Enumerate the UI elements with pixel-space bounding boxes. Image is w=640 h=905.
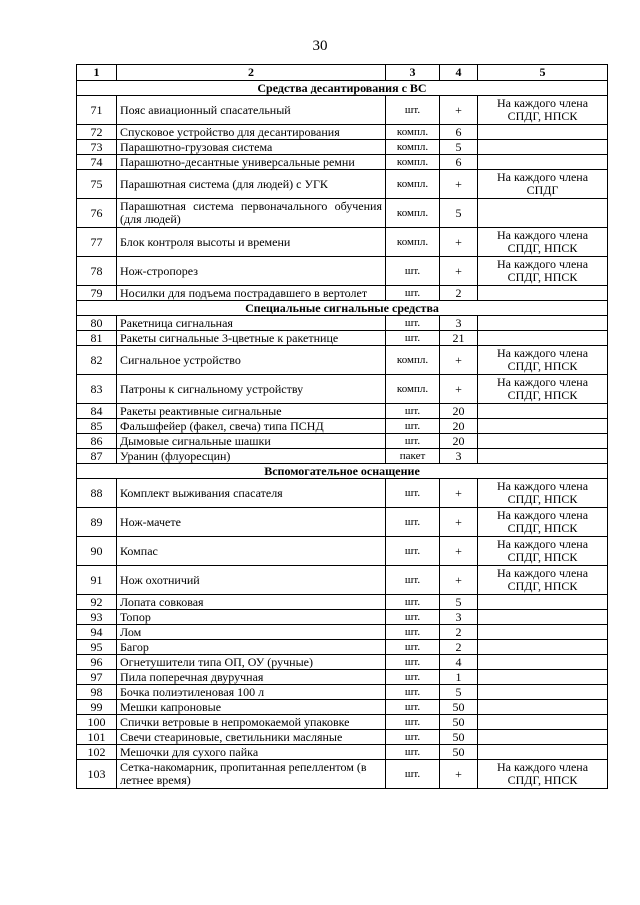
row-number: 98 (77, 685, 117, 700)
note (478, 419, 608, 434)
unit: шт. (386, 404, 440, 419)
table-row (77, 685, 608, 700)
item-name: Носилки для подъема пострадавшего в вертолет (117, 286, 386, 301)
note (478, 670, 608, 685)
note (478, 685, 608, 700)
table-row (77, 199, 608, 228)
row-number: 86 (77, 434, 117, 449)
item-name: Блок контроля высоты и времени (117, 228, 386, 257)
note (478, 155, 608, 170)
item-name: Парашютно-десантные универсальные ремни (117, 155, 386, 170)
section-title: Вспомогательное оснащение (77, 464, 608, 479)
row-number: 99 (77, 700, 117, 715)
row-number: 84 (77, 404, 117, 419)
row-number: 89 (77, 508, 117, 537)
note (478, 640, 608, 655)
item-name: Сигнальное устройство (117, 346, 386, 375)
unit: шт. (386, 730, 440, 745)
table-row (77, 434, 608, 449)
table-row (77, 625, 608, 640)
table-row (77, 404, 608, 419)
item-name: Дымовые сигнальные шашки (117, 434, 386, 449)
header-cell-4: 4 (440, 65, 478, 81)
quantity: + (440, 228, 478, 257)
unit: шт. (386, 610, 440, 625)
row-number: 103 (77, 760, 117, 789)
quantity: + (440, 508, 478, 537)
quantity: 1 (440, 670, 478, 685)
quantity: 50 (440, 715, 478, 730)
section-header-row (77, 81, 608, 96)
table-row (77, 331, 608, 346)
quantity: 2 (440, 640, 478, 655)
unit: шт. (386, 434, 440, 449)
note: На каждого члена СПДГ, НПСК (478, 537, 608, 566)
quantity: 50 (440, 700, 478, 715)
table-row (77, 537, 608, 566)
row-number: 83 (77, 375, 117, 404)
row-number: 77 (77, 228, 117, 257)
table-row (77, 419, 608, 434)
note (478, 331, 608, 346)
unit: шт. (386, 96, 440, 125)
item-name: Лопата совковая (117, 595, 386, 610)
table-row (77, 449, 608, 464)
item-name: Топор (117, 610, 386, 625)
quantity: 5 (440, 199, 478, 228)
unit: компл. (386, 346, 440, 375)
note: На каждого члена СПДГ, НПСК (478, 346, 608, 375)
item-name: Лом (117, 625, 386, 640)
unit: пакет (386, 449, 440, 464)
row-number: 74 (77, 155, 117, 170)
row-number: 75 (77, 170, 117, 199)
table-body (77, 65, 608, 789)
item-name: Комплект выживания спасателя (117, 479, 386, 508)
note (478, 595, 608, 610)
item-name: Сетка-накомарник, пропитанная репеллентом (в летнее время) (117, 760, 386, 789)
table-row (77, 508, 608, 537)
unit: шт. (386, 419, 440, 434)
quantity: + (440, 375, 478, 404)
item-name: Багор (117, 640, 386, 655)
item-name: Пила поперечная двуручная (117, 670, 386, 685)
quantity: + (440, 257, 478, 286)
item-name: Ракеты сигнальные 3-цветные к ракетнице (117, 331, 386, 346)
item-name: Компас (117, 537, 386, 566)
row-number: 87 (77, 449, 117, 464)
quantity: 3 (440, 610, 478, 625)
note: На каждого члена СПДГ, НПСК (478, 479, 608, 508)
unit: шт. (386, 316, 440, 331)
row-number: 102 (77, 745, 117, 760)
note: На каждого члена СПДГ, НПСК (478, 96, 608, 125)
unit: компл. (386, 170, 440, 199)
row-number: 73 (77, 140, 117, 155)
unit: компл. (386, 155, 440, 170)
unit: шт. (386, 685, 440, 700)
table-row (77, 700, 608, 715)
row-number: 85 (77, 419, 117, 434)
unit: шт. (386, 331, 440, 346)
table-row (77, 286, 608, 301)
row-number: 91 (77, 566, 117, 595)
quantity: 5 (440, 140, 478, 155)
row-number: 92 (77, 595, 117, 610)
quantity: 3 (440, 449, 478, 464)
item-name: Нож охотничий (117, 566, 386, 595)
quantity: 6 (440, 125, 478, 140)
quantity: + (440, 346, 478, 375)
unit: шт. (386, 745, 440, 760)
note: На каждого члена СПДГ, НПСК (478, 760, 608, 789)
item-name: Нож-стропорез (117, 257, 386, 286)
unit: шт. (386, 760, 440, 789)
note: На каждого члена СПДГ, НПСК (478, 257, 608, 286)
quantity: 3 (440, 316, 478, 331)
unit: шт. (386, 595, 440, 610)
row-number: 78 (77, 257, 117, 286)
note (478, 610, 608, 625)
note (478, 125, 608, 140)
equipment-table (76, 64, 608, 789)
item-name: Мешочки для сухого пайка (117, 745, 386, 760)
unit: шт. (386, 286, 440, 301)
quantity: + (440, 760, 478, 789)
unit: шт. (386, 566, 440, 595)
table-row (77, 140, 608, 155)
quantity: 2 (440, 286, 478, 301)
row-number: 80 (77, 316, 117, 331)
table-row (77, 479, 608, 508)
table-row (77, 655, 608, 670)
item-name: Свечи стеариновые, светильники масляные (117, 730, 386, 745)
unit: шт. (386, 625, 440, 640)
unit: компл. (386, 199, 440, 228)
note (478, 449, 608, 464)
unit: шт. (386, 715, 440, 730)
note: На каждого члена СПДГ, НПСК (478, 228, 608, 257)
section-header-row (77, 301, 608, 316)
quantity: 50 (440, 745, 478, 760)
table-header-row (77, 65, 608, 81)
row-number: 94 (77, 625, 117, 640)
note (478, 316, 608, 331)
quantity: 4 (440, 655, 478, 670)
table-row (77, 316, 608, 331)
note (478, 434, 608, 449)
note (478, 286, 608, 301)
row-number: 100 (77, 715, 117, 730)
quantity: 50 (440, 730, 478, 745)
item-name: Фальшфейер (факел, свеча) типа ПСНД (117, 419, 386, 434)
quantity: 20 (440, 434, 478, 449)
quantity: 21 (440, 331, 478, 346)
row-number: 76 (77, 199, 117, 228)
note (478, 700, 608, 715)
table-row (77, 745, 608, 760)
table-row (77, 670, 608, 685)
row-number: 82 (77, 346, 117, 375)
table-row (77, 595, 608, 610)
row-number: 96 (77, 655, 117, 670)
quantity: 5 (440, 685, 478, 700)
table-row (77, 760, 608, 789)
quantity: 5 (440, 595, 478, 610)
quantity: 20 (440, 404, 478, 419)
item-name: Парашютно-грузовая система (117, 140, 386, 155)
table-row (77, 155, 608, 170)
unit: шт. (386, 640, 440, 655)
unit: компл. (386, 375, 440, 404)
row-number: 88 (77, 479, 117, 508)
section-header-row (77, 464, 608, 479)
header-cell-5: 5 (478, 65, 608, 81)
table-row (77, 96, 608, 125)
row-number: 93 (77, 610, 117, 625)
table-row (77, 170, 608, 199)
row-number: 97 (77, 670, 117, 685)
row-number: 71 (77, 96, 117, 125)
header-cell-2: 2 (117, 65, 386, 81)
item-name: Уранин (флуоресцин) (117, 449, 386, 464)
item-name: Огнетушители типа ОП, ОУ (ручные) (117, 655, 386, 670)
unit: шт. (386, 700, 440, 715)
note (478, 730, 608, 745)
note (478, 199, 608, 228)
table-row (77, 610, 608, 625)
table-row (77, 257, 608, 286)
item-name: Ракетница сигнальная (117, 316, 386, 331)
table-row (77, 715, 608, 730)
note: На каждого члена СПДГ (478, 170, 608, 199)
table-row (77, 346, 608, 375)
section-title: Специальные сигнальные средства (77, 301, 608, 316)
table-row (77, 375, 608, 404)
table-row (77, 566, 608, 595)
quantity: 2 (440, 625, 478, 640)
row-number: 79 (77, 286, 117, 301)
quantity: + (440, 170, 478, 199)
note (478, 625, 608, 640)
unit: шт. (386, 670, 440, 685)
page-number: 30 (312, 38, 328, 54)
note (478, 745, 608, 760)
note (478, 404, 608, 419)
item-name: Спусковое устройство для десантирования (117, 125, 386, 140)
table-row (77, 730, 608, 745)
row-number: 81 (77, 331, 117, 346)
unit: шт. (386, 479, 440, 508)
note: На каждого члена СПДГ, НПСК (478, 508, 608, 537)
quantity: 20 (440, 419, 478, 434)
row-number: 90 (77, 537, 117, 566)
unit: шт. (386, 655, 440, 670)
note: На каждого члена СПДГ, НПСК (478, 566, 608, 595)
item-name: Парашютная система (для людей) с УГК (117, 170, 386, 199)
unit: компл. (386, 125, 440, 140)
quantity: 6 (440, 155, 478, 170)
table-row (77, 228, 608, 257)
section-title: Средства десантирования с ВС (77, 81, 608, 96)
note: На каждого члена СПДГ, НПСК (478, 375, 608, 404)
unit: шт. (386, 508, 440, 537)
table-row (77, 125, 608, 140)
item-name: Спички ветровые в непромокаемой упаковке (117, 715, 386, 730)
item-name: Нож-мачете (117, 508, 386, 537)
header-cell-3: 3 (386, 65, 440, 81)
unit: компл. (386, 140, 440, 155)
unit: компл. (386, 228, 440, 257)
item-name: Ракеты реактивные сигнальные (117, 404, 386, 419)
quantity: + (440, 537, 478, 566)
note (478, 715, 608, 730)
item-name: Парашютная система первоначального обучения (для людей) (117, 199, 386, 228)
item-name: Мешки капроновые (117, 700, 386, 715)
unit: шт. (386, 257, 440, 286)
item-name: Патроны к сигнальному устройству (117, 375, 386, 404)
note (478, 140, 608, 155)
row-number: 72 (77, 125, 117, 140)
quantity: + (440, 96, 478, 125)
quantity: + (440, 479, 478, 508)
item-name: Бочка полиэтиленовая 100 л (117, 685, 386, 700)
note (478, 655, 608, 670)
table-row (77, 640, 608, 655)
header-cell-1: 1 (77, 65, 117, 81)
item-name: Пояс авиационный спасательный (117, 96, 386, 125)
unit: шт. (386, 537, 440, 566)
row-number: 95 (77, 640, 117, 655)
row-number: 101 (77, 730, 117, 745)
quantity: + (440, 566, 478, 595)
